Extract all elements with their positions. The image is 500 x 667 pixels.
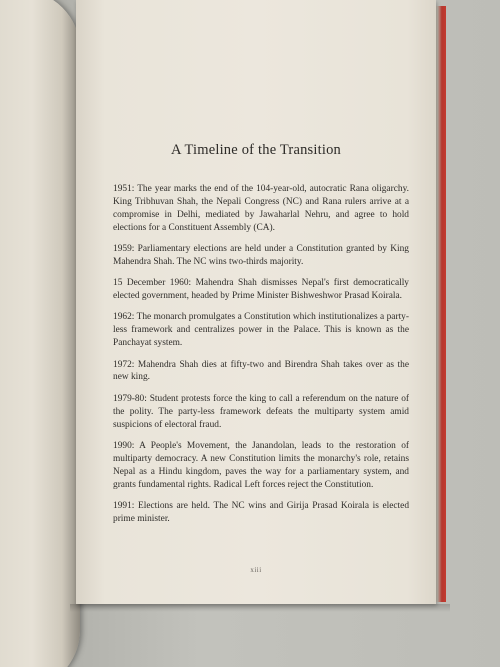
entry-date: 1979-80:: [113, 393, 147, 404]
timeline-entry: [113, 393, 409, 432]
book-page: [76, 0, 436, 604]
timeline-entry: [113, 500, 409, 526]
entry-text: Mahendra Shah dies at fifty-two and Birendra Shah takes over as the new king.: [113, 359, 410, 383]
entry-date: 1991:: [113, 500, 135, 511]
entry-date: 1951:: [113, 184, 135, 194]
timeline-entry: [113, 183, 409, 235]
entry-date: 15 December 1960:: [113, 278, 192, 289]
page-number: xiii: [250, 566, 262, 574]
facing-page-edge: [0, 0, 80, 667]
timeline-entry: [113, 311, 409, 350]
entry-text: A People's Movement, the Janandolan, leads to the restoration of multiparty democracy. A new Constitution limits the monarchy's role, retains Nepal as a Hindu kingdom, paves the way for a parliamentary system, and grants fundamental rights. Radical Left forces reject the Constitution.: [113, 440, 410, 490]
entry-date: 1972:: [113, 359, 135, 370]
timeline-entry: [113, 277, 409, 303]
entry-text: Elections are held. The NC wins and Girija Prasad Koirala is elected prime minister.: [113, 500, 410, 524]
entry-text: The monarch promulgates a Constitution which institutionalizes a party-less framework and centralizes power in the Palace. This is known as the Panchayat system.: [113, 312, 409, 349]
timeline-list: [113, 183, 409, 534]
page-shadow: [70, 604, 450, 612]
entry-text: The year marks the end of the 104-year-old, autocratic Rana oligarchy. King Tribhuvan Shah, the Nepali Congress (NC) and Rana rulers arrive at a compromise in Delhi, mediated by Jawaharlal Nehru, and agree to hold elections for a Constituent Assembly (CA).: [113, 184, 409, 233]
timeline-entry: [113, 243, 409, 269]
entry-date: 1962:: [113, 312, 135, 323]
page-title: A Timeline of the Transition: [171, 142, 341, 158]
entry-date: 1990:: [113, 440, 135, 451]
entry-text: Mahendra Shah dismisses Nepal's first democratically elected government, headed by Prime Minister Bishweshwor Prasad Koirala.: [113, 278, 409, 302]
entry-text: Student protests force the king to call a referendum on the nature of the polity. The party-less framework defeats the multiparty system amid suspicions of electoral fraud.: [113, 393, 410, 430]
entry-date: 1959:: [113, 244, 135, 255]
timeline-entry: [113, 359, 409, 385]
timeline-entry: [113, 440, 409, 492]
entry-text: Parliamentary elections are held under a Constitution granted by King Mahendra Shah. The NC wins two-thirds majority.: [113, 244, 409, 267]
